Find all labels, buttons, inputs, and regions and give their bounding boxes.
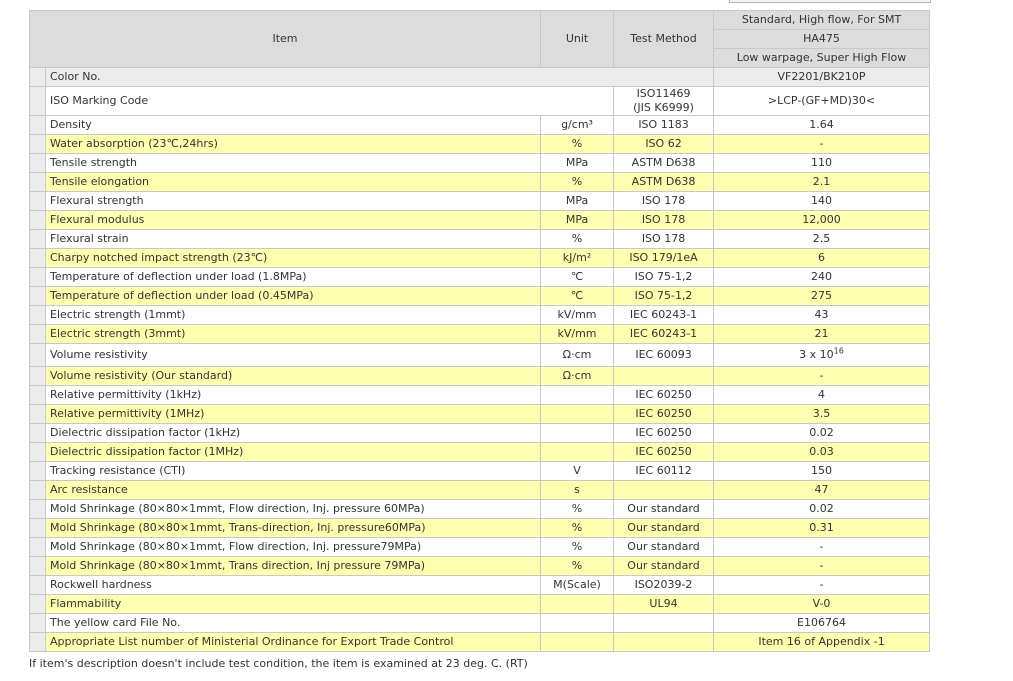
row-index-cell bbox=[30, 211, 46, 230]
unit-cell: MPa bbox=[541, 192, 614, 211]
item-cell: Flexural strength bbox=[46, 192, 541, 211]
row-index-cell bbox=[30, 386, 46, 405]
item-cell: Tensile elongation bbox=[46, 173, 541, 192]
unit-cell: % bbox=[541, 173, 614, 192]
row-index-cell bbox=[30, 306, 46, 325]
item-cell: Flexural modulus bbox=[46, 211, 541, 230]
table-row bbox=[30, 116, 930, 135]
value-cell: 3.5 bbox=[714, 405, 930, 424]
item-cell: Water absorption (23℃,24hrs) bbox=[46, 135, 541, 154]
table-row bbox=[30, 344, 930, 367]
row-index-cell bbox=[30, 192, 46, 211]
method-cell: IEC 60243-1 bbox=[614, 306, 714, 325]
table-row bbox=[30, 249, 930, 268]
table-row bbox=[30, 576, 930, 595]
row-index-cell bbox=[30, 614, 46, 633]
item-cell: Relative permittivity (1MHz) bbox=[46, 405, 541, 424]
value-cell: - bbox=[714, 557, 930, 576]
table-row bbox=[30, 481, 930, 500]
value-cell: - bbox=[714, 576, 930, 595]
value-cell: 1.64 bbox=[714, 116, 930, 135]
unit-cell: M(Scale) bbox=[541, 576, 614, 595]
iso-marking-label: ISO Marking Code bbox=[46, 87, 614, 116]
method-cell: ISO 178 bbox=[614, 230, 714, 249]
method-cell: ASTM D638 bbox=[614, 154, 714, 173]
row-index-cell bbox=[30, 367, 46, 386]
method-cell: ISO 178 bbox=[614, 192, 714, 211]
table-row bbox=[30, 424, 930, 443]
value-cell: 6 bbox=[714, 249, 930, 268]
top-tab-edge bbox=[729, 0, 931, 3]
item-cell: Density bbox=[46, 116, 541, 135]
color-value: VF2201/BK210P bbox=[714, 68, 930, 87]
method-cell: ISO 75-1,2 bbox=[614, 287, 714, 306]
value-cell bbox=[714, 344, 930, 367]
color-label: Color No. bbox=[46, 68, 714, 87]
method-cell bbox=[614, 614, 714, 633]
value-cell: 150 bbox=[714, 462, 930, 481]
header-unit: Unit bbox=[541, 11, 614, 68]
table-row bbox=[30, 462, 930, 481]
method-cell: ISO 75-1,2 bbox=[614, 268, 714, 287]
item-cell: Volume resistivity bbox=[46, 344, 541, 367]
method-cell: Our standard bbox=[614, 538, 714, 557]
method-cell: ISO 179/1eA bbox=[614, 249, 714, 268]
table-row bbox=[30, 211, 930, 230]
item-cell: Mold Shrinkage (80×80×1mmt, Trans-direction, Inj. pressure60MPa) bbox=[46, 519, 541, 538]
table-row bbox=[30, 443, 930, 462]
unit-cell: % bbox=[541, 538, 614, 557]
value-cell: 4 bbox=[714, 386, 930, 405]
unit-cell: % bbox=[541, 519, 614, 538]
method-cell: ISO 1183 bbox=[614, 116, 714, 135]
value-cell: E106764 bbox=[714, 614, 930, 633]
value-cell: Item 16 of Appendix -1 bbox=[714, 633, 930, 652]
value-cell: 2.5 bbox=[714, 230, 930, 249]
row-index-cell bbox=[30, 462, 46, 481]
row-index-cell bbox=[30, 424, 46, 443]
item-cell: Appropriate List number of Ministerial Ordinance for Export Trade Control bbox=[46, 633, 541, 652]
unit-cell: Ω·cm bbox=[541, 344, 614, 367]
method-cell: ISO 62 bbox=[614, 135, 714, 154]
iso-marking-row bbox=[30, 87, 930, 116]
method-cell: IEC 60250 bbox=[614, 386, 714, 405]
method-cell: ISO 178 bbox=[614, 211, 714, 230]
table-row bbox=[30, 614, 930, 633]
item-cell: The yellow card File No. bbox=[46, 614, 541, 633]
row-index-cell bbox=[30, 443, 46, 462]
method-cell bbox=[614, 633, 714, 652]
value-cell: 275 bbox=[714, 287, 930, 306]
value-cell: 43 bbox=[714, 306, 930, 325]
iso-marking-method-line1: ISO11469 bbox=[636, 87, 691, 100]
row-index-cell bbox=[30, 287, 46, 306]
row-index-cell bbox=[30, 405, 46, 424]
method-cell: IEC 60093 bbox=[614, 344, 714, 367]
method-cell bbox=[614, 367, 714, 386]
method-cell: UL94 bbox=[614, 595, 714, 614]
unit-cell: V bbox=[541, 462, 614, 481]
row-index-cell bbox=[30, 68, 46, 87]
footnote: If item's description doesn't include test condition, the item is examined at 23 deg. C. (RT) bbox=[29, 657, 528, 670]
row-index-cell bbox=[30, 87, 46, 116]
unit-cell: ℃ bbox=[541, 268, 614, 287]
item-cell: Dielectric dissipation factor (1kHz) bbox=[46, 424, 541, 443]
unit-cell: g/cm³ bbox=[541, 116, 614, 135]
color-row bbox=[30, 68, 930, 87]
spec-table bbox=[29, 10, 930, 652]
header-row-1 bbox=[30, 11, 930, 30]
item-cell: Charpy notched impact strength (23℃) bbox=[46, 249, 541, 268]
header-grade-line3: Low warpage, Super High Flow bbox=[714, 49, 930, 68]
value-cell: - bbox=[714, 135, 930, 154]
table-row bbox=[30, 367, 930, 386]
value-cell: - bbox=[714, 538, 930, 557]
method-cell: ISO2039-2 bbox=[614, 576, 714, 595]
method-cell: Our standard bbox=[614, 519, 714, 538]
item-cell: Temperature of deflection under load (1.8MPa) bbox=[46, 268, 541, 287]
row-index-cell bbox=[30, 576, 46, 595]
table-row bbox=[30, 192, 930, 211]
item-cell: Mold Shrinkage (80×80×1mmt, Flow direction, Inj. pressure79MPa) bbox=[46, 538, 541, 557]
table-row bbox=[30, 268, 930, 287]
table-row bbox=[30, 405, 930, 424]
item-cell: Rockwell hardness bbox=[46, 576, 541, 595]
row-index-cell bbox=[30, 519, 46, 538]
table-row bbox=[30, 135, 930, 154]
unit-cell: kV/mm bbox=[541, 306, 614, 325]
item-cell: Volume resistivity (Our standard) bbox=[46, 367, 541, 386]
item-cell: Mold Shrinkage (80×80×1mmt, Flow direction, Inj. pressure 60MPa) bbox=[46, 500, 541, 519]
row-index-cell bbox=[30, 595, 46, 614]
table-row bbox=[30, 173, 930, 192]
row-index-cell bbox=[30, 268, 46, 287]
table-row bbox=[30, 633, 930, 652]
item-cell: Flexural strain bbox=[46, 230, 541, 249]
row-index-cell bbox=[30, 154, 46, 173]
value-cell: 47 bbox=[714, 481, 930, 500]
method-cell: IEC 60243-1 bbox=[614, 325, 714, 344]
table-row bbox=[30, 154, 930, 173]
method-cell: Our standard bbox=[614, 500, 714, 519]
method-cell: IEC 60250 bbox=[614, 424, 714, 443]
header-test-method: Test Method bbox=[614, 11, 714, 68]
table-row bbox=[30, 325, 930, 344]
table-row bbox=[30, 287, 930, 306]
unit-cell bbox=[541, 595, 614, 614]
unit-cell: % bbox=[541, 557, 614, 576]
unit-cell bbox=[541, 633, 614, 652]
unit-cell bbox=[541, 405, 614, 424]
table-row bbox=[30, 557, 930, 576]
table-row bbox=[30, 386, 930, 405]
value-cell: 2.1 bbox=[714, 173, 930, 192]
item-cell: Arc resistance bbox=[46, 481, 541, 500]
unit-cell: % bbox=[541, 230, 614, 249]
unit-cell: MPa bbox=[541, 211, 614, 230]
row-index-cell bbox=[30, 344, 46, 367]
value-exponent: 16 bbox=[833, 346, 844, 356]
item-cell: Flammability bbox=[46, 595, 541, 614]
row-index-cell bbox=[30, 500, 46, 519]
value-cell: - bbox=[714, 367, 930, 386]
unit-cell: Ω·cm bbox=[541, 367, 614, 386]
row-index-cell bbox=[30, 249, 46, 268]
method-cell: ASTM D638 bbox=[614, 173, 714, 192]
value-cell: 140 bbox=[714, 192, 930, 211]
value-cell: V-0 bbox=[714, 595, 930, 614]
item-cell: Mold Shrinkage (80×80×1mmt, Trans direction, Inj pressure 79MPa) bbox=[46, 557, 541, 576]
method-cell: Our standard bbox=[614, 557, 714, 576]
unit-cell bbox=[541, 614, 614, 633]
unit-cell: % bbox=[541, 500, 614, 519]
value-cell: 0.02 bbox=[714, 500, 930, 519]
unit-cell bbox=[541, 386, 614, 405]
unit-cell: s bbox=[541, 481, 614, 500]
row-index-cell bbox=[30, 325, 46, 344]
value-cell: 0.03 bbox=[714, 443, 930, 462]
method-cell: IEC 60250 bbox=[614, 405, 714, 424]
table-row bbox=[30, 519, 930, 538]
unit-cell bbox=[541, 443, 614, 462]
row-index-cell bbox=[30, 135, 46, 154]
value-cell: 12,000 bbox=[714, 211, 930, 230]
item-cell: Electric strength (3mmt) bbox=[46, 325, 541, 344]
item-cell: Electric strength (1mmt) bbox=[46, 306, 541, 325]
item-cell: Relative permittivity (1kHz) bbox=[46, 386, 541, 405]
row-index-cell bbox=[30, 116, 46, 135]
iso-marking-method bbox=[614, 87, 714, 116]
row-index-cell bbox=[30, 481, 46, 500]
method-cell bbox=[614, 481, 714, 500]
item-cell: Temperature of deflection under load (0.45MPa) bbox=[46, 287, 541, 306]
unit-cell: kV/mm bbox=[541, 325, 614, 344]
row-index-cell bbox=[30, 173, 46, 192]
method-cell: IEC 60250 bbox=[614, 443, 714, 462]
iso-marking-value: >LCP-(GF+MD)30< bbox=[714, 87, 930, 116]
value-cell: 240 bbox=[714, 268, 930, 287]
table-row bbox=[30, 538, 930, 557]
value-cell: 0.31 bbox=[714, 519, 930, 538]
value-cell: 0.02 bbox=[714, 424, 930, 443]
unit-cell: kJ/m² bbox=[541, 249, 614, 268]
table-row bbox=[30, 306, 930, 325]
unit-cell: ℃ bbox=[541, 287, 614, 306]
table-row bbox=[30, 595, 930, 614]
value-base: 3 x 10 bbox=[799, 348, 834, 361]
row-index-cell bbox=[30, 633, 46, 652]
row-index-cell bbox=[30, 538, 46, 557]
value-cell: 21 bbox=[714, 325, 930, 344]
header-item: Item bbox=[30, 11, 541, 68]
row-index-cell bbox=[30, 557, 46, 576]
iso-marking-method-line2: (JIS K6999) bbox=[633, 101, 694, 114]
item-cell: Dielectric dissipation factor (1MHz) bbox=[46, 443, 541, 462]
row-index-cell bbox=[30, 230, 46, 249]
header-grade-line2: HA475 bbox=[714, 30, 930, 49]
table-row bbox=[30, 230, 930, 249]
unit-cell: MPa bbox=[541, 154, 614, 173]
table-row bbox=[30, 500, 930, 519]
item-cell: Tracking resistance (CTI) bbox=[46, 462, 541, 481]
method-cell: IEC 60112 bbox=[614, 462, 714, 481]
value-cell: 110 bbox=[714, 154, 930, 173]
header-grade-line1: Standard, High flow, For SMT bbox=[714, 11, 930, 30]
item-cell: Tensile strength bbox=[46, 154, 541, 173]
unit-cell: % bbox=[541, 135, 614, 154]
unit-cell bbox=[541, 424, 614, 443]
